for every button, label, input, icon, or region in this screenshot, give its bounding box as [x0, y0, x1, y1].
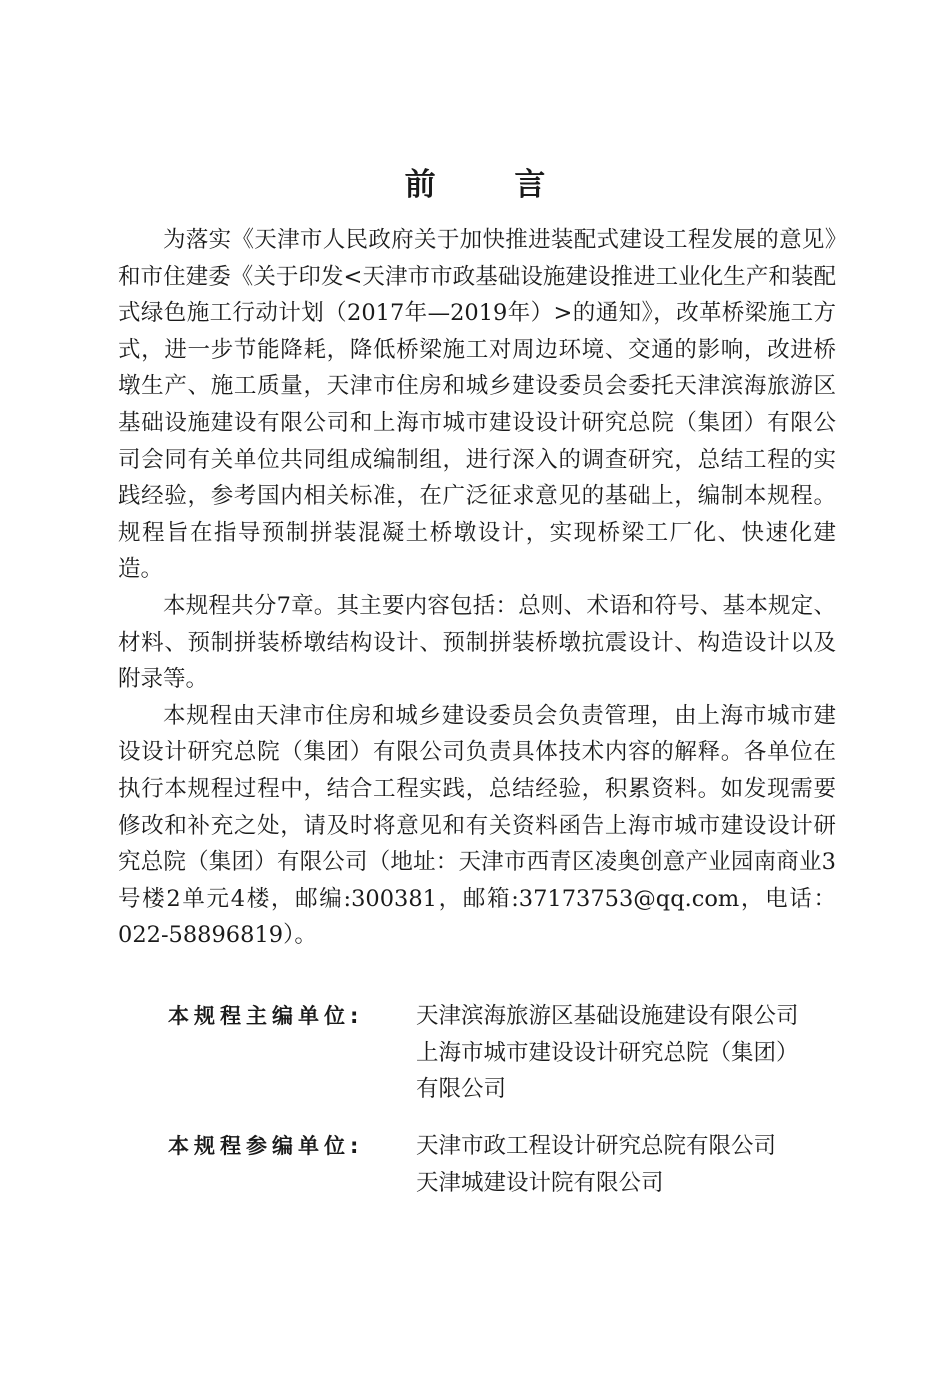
paragraph-management: 本规程由天津市住房和城乡建设委员会负责管理，由上海市城市建设设计研究总院（集团）有限公司负责具体技术内容的解释。各单位在执行本规程过程中，结合工程实践，总结经验，积累资料。如发现需要修改和补充之处，请及时将意见和有关资料函告上海市城市建设设计研究总院（集团）有限公司（地址：天津市西青区凌奥创意产业园南商业3号楼2单元4楼，邮编:300381，邮箱:37173753@qq.com，电话：022-58896819）。 — [118, 702, 836, 949]
chief-units-list — [416, 998, 848, 1108]
chief-unit-item: 天津滨海旅游区基础设施建设有限公司 — [416, 1003, 799, 1029]
chief-editing-units — [168, 998, 848, 1108]
preface-body — [118, 222, 836, 954]
credit-row — [168, 1128, 848, 1201]
co-units-label: 本规程参编单位: — [168, 1134, 364, 1158]
chief-units-label: 本规程主编单位: — [168, 1004, 364, 1028]
chief-unit-item: 有限公司 — [416, 1076, 507, 1103]
co-unit-item: 天津市政工程设计研究总院有限公司 — [416, 1133, 777, 1159]
paragraph-purpose: 为落实《天津市人民政府关于加快推进装配式建设工程发展的意见》和市住建委《关于印发<天津市市政基础设施建设推进工业化生产和装配式绿色施工行动计划（2017年—2019年）>的通知》，改革桥梁施工方式，进一步节能降耗，降低桥梁施工对周边环境、交通的影响，改进桥墩生产、施工质量，天津市住房和城乡建设委员会委托天津滨海旅游区基础设施建设有限公司和上海市城市建设设计研究总院（集团）有限公司会同有关单位共同组成编制组，进行深入的调查研究，总结工程的实践经验，参考国内相关标准，在广泛征求意见的基础上，编制本规程。规程旨在指导预制拼装混凝土桥墩设计，实现桥梁工厂化、快速化建造。 — [118, 227, 836, 583]
co-units-list — [416, 1128, 848, 1201]
page-title: 前 言 — [404, 167, 580, 203]
chief-unit-item: 上海市城市建设设计研究总院（集团） — [416, 1039, 799, 1066]
co-editing-units — [168, 1128, 848, 1201]
paragraph-contents: 本规程共分7章。其主要内容包括：总则、术语和符号、基本规定、材料、预制拼装桥墩结构设计、预制拼装桥墩抗震设计、构造设计以及附录等。 — [118, 592, 836, 693]
credit-row — [168, 998, 848, 1108]
co-unit-item: 天津城建设计院有限公司 — [416, 1169, 664, 1196]
